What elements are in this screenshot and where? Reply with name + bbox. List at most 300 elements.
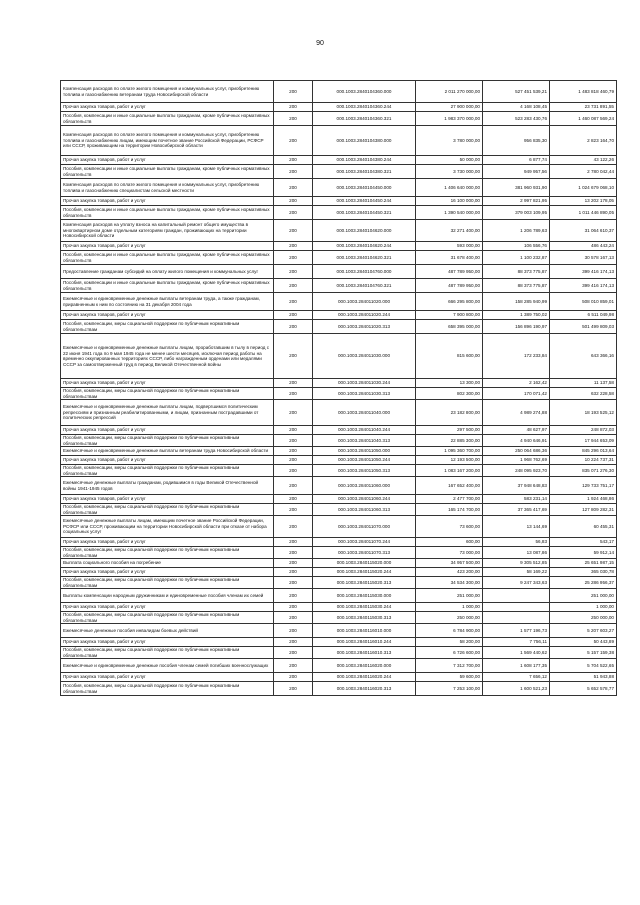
row-remaining-cell: 643 366,16 xyxy=(550,334,617,379)
row-approved-cell: 666 295 800,00 xyxy=(416,293,483,311)
row-executed-cell: 956 835,30 xyxy=(483,126,550,156)
row-executed-cell xyxy=(483,603,550,612)
row-kbk-cell: 000.1003.284011040.000 xyxy=(313,400,416,426)
row-executed-cell: 7 756,11 xyxy=(483,638,550,647)
table-row xyxy=(61,568,617,577)
row-kbk-cell: 000.1003.2840115020.000 xyxy=(313,559,416,568)
row-name-cell: Ежемесячные денежные выплаты лицам, имеющим почетное звание Российской Федерации, РСФСР или СССР, проживающим на территории Новосибирской области при отказе от набора социальных услуг xyxy=(61,516,274,538)
row-kbk-cell: 000.1003.284011020.244 xyxy=(313,311,416,320)
row-approved-cell: 6 784 900,00 xyxy=(416,624,483,638)
row-code-cell: 200 xyxy=(274,311,313,320)
row-code-cell: 200 xyxy=(274,81,313,103)
row-kbk-cell: 000.1003.2840104380.244 xyxy=(313,156,416,165)
row-name-cell: Прочая закупка товаров, работ и услуг xyxy=(61,568,274,577)
row-approved-cell: 50 000,00 xyxy=(416,156,483,165)
table-row xyxy=(61,465,617,477)
table-row xyxy=(61,547,617,559)
row-remaining-cell: 5 652 578,77 xyxy=(550,682,617,696)
row-name-cell: Ежемесячные и единовременные денежные выплаты лицам, подвергшимся политическим репрессиям и признанным реабилитированными, и лицам, признанным пострадавшими от политических репрессий xyxy=(61,400,274,426)
row-code-cell: 200 xyxy=(274,334,313,379)
table-row xyxy=(61,379,617,388)
row-name-cell: Компенсация расходов по оплате жилого помещения и коммунальных услуг, приобретению топлива и газоснабжению ветеранам труда Новосибирской области xyxy=(61,81,274,103)
row-executed-cell: 9 305 512,85 xyxy=(483,559,550,568)
row-kbk-cell: 000.1003.284011050.244 xyxy=(313,456,416,465)
row-kbk-cell: 000.1003.2840104450.244 xyxy=(313,197,416,206)
row-kbk-cell: 000.1003.284011030.000 xyxy=(313,334,416,379)
row-remaining-cell: 1 924 468,86 xyxy=(550,495,617,504)
row-remaining-cell: 365 030,78 xyxy=(550,568,617,577)
row-remaining-cell: 2 823 164,70 xyxy=(550,126,617,156)
row-approved-cell: 423 200,00 xyxy=(416,568,483,577)
row-name-cell: Пособия, компенсации и иные социальные выплаты гражданам, кроме публичных нормативных обязательств xyxy=(61,251,274,265)
row-code-cell: 200 xyxy=(274,589,313,603)
table-row xyxy=(61,197,617,206)
row-remaining-cell: 250 000,00 xyxy=(550,612,617,624)
budget-execution-table xyxy=(60,80,617,696)
row-kbk-cell: 000.1003.284011020.000 xyxy=(313,293,416,311)
row-executed-cell: 1 577 196,73 xyxy=(483,624,550,638)
row-approved-cell: 487 789 950,00 xyxy=(416,265,483,279)
row-executed-cell: 9 247 343,63 xyxy=(483,577,550,589)
row-code-cell: 200 xyxy=(274,504,313,516)
row-name-cell: Пособия, компенсации и иные социальные выплаты гражданам, кроме публичных нормативных обязательств xyxy=(61,206,274,220)
row-approved-cell: 1 083 167 200,00 xyxy=(416,465,483,477)
row-remaining-cell: 1 460 087 569,24 xyxy=(550,112,617,126)
table-row xyxy=(61,435,617,447)
row-code-cell: 200 xyxy=(274,568,313,577)
row-remaining-cell: 1 483 818 460,79 xyxy=(550,81,617,103)
row-code-cell: 200 xyxy=(274,577,313,589)
row-name-cell: Прочая закупка товаров, работ и услуг xyxy=(61,242,274,251)
table-row xyxy=(61,320,617,334)
row-remaining-cell: 50 443,89 xyxy=(550,638,617,647)
row-name-cell: Компенсация расходов по оплате жилого помещения и коммунальных услуг, приобретению топлива и газоснабжению лицам, имеющим почетное звание Российской Федерации, РСФСР или СССР, проживающим на территории Новосибирской области xyxy=(61,126,274,156)
row-code-cell: 200 xyxy=(274,456,313,465)
row-code-cell: 200 xyxy=(274,112,313,126)
row-kbk-cell: 000.1003.2840115030.000 xyxy=(313,589,416,603)
table-row xyxy=(61,647,617,659)
row-remaining-cell: 129 733 751,17 xyxy=(550,477,617,495)
row-approved-cell: 6 726 600,00 xyxy=(416,647,483,659)
row-name-cell: Прочая закупка товаров, работ и услуг xyxy=(61,495,274,504)
table-row xyxy=(61,612,617,624)
row-kbk-cell: 000.1003.2840115020.313 xyxy=(313,577,416,589)
row-kbk-cell: 000.1003.284011060.000 xyxy=(313,477,416,495)
row-code-cell: 200 xyxy=(274,547,313,559)
row-name-cell: Пособия, компенсации и иные социальные выплаты гражданам, кроме публичных нормативных обязательств xyxy=(61,279,274,293)
row-remaining-cell: 1 000,00 xyxy=(550,603,617,612)
table-row xyxy=(61,682,617,696)
row-kbk-cell: 000.1003.2840116020.244 xyxy=(313,673,416,682)
table-row xyxy=(61,81,617,103)
row-code-cell: 200 xyxy=(274,197,313,206)
row-kbk-cell: 000.1003.2840116010.244 xyxy=(313,638,416,647)
table-row xyxy=(61,516,617,538)
table-body xyxy=(61,81,617,696)
row-executed-cell: 4 168 108,45 xyxy=(483,103,550,112)
row-name-cell: Выплата социального пособия на погребение xyxy=(61,559,274,568)
table-row xyxy=(61,673,617,682)
row-name-cell: Пособия, компенсации и иные социальные выплаты гражданам, кроме публичных нормативных обязательств xyxy=(61,112,274,126)
row-name-cell: Компенсация расходов на уплату взноса на капитальный ремонт общего имущества в многоквартирном доме отдельным категориям граждан, проживающих на территории Новосибирской области xyxy=(61,220,274,242)
row-executed-cell: 13 087,86 xyxy=(483,547,550,559)
row-name-cell: Компенсация расходов по оплате жилого помещения и коммунальных услуг, приобретению топлива и газоснабжению специалистам сельской местности xyxy=(61,179,274,197)
row-approved-cell: 815 600,00 xyxy=(416,334,483,379)
row-kbk-cell: 000.1003.284011050.313 xyxy=(313,465,416,477)
row-code-cell: 200 xyxy=(274,673,313,682)
row-remaining-cell: 5 207 603,27 xyxy=(550,624,617,638)
table-row xyxy=(61,495,617,504)
row-kbk-cell: 000.1003.2840116010.313 xyxy=(313,647,416,659)
row-code-cell: 200 xyxy=(274,426,313,435)
row-remaining-cell: 543,17 xyxy=(550,538,617,547)
row-executed-cell: 88 373 775,87 xyxy=(483,279,550,293)
row-kbk-cell: 000.1003.284011070.313 xyxy=(313,547,416,559)
row-approved-cell: 7 312 700,00 xyxy=(416,659,483,673)
row-remaining-cell: 251 000,00 xyxy=(550,589,617,603)
row-remaining-cell: 1 024 679 068,10 xyxy=(550,179,617,197)
row-code-cell: 200 xyxy=(274,612,313,624)
row-code-cell: 200 xyxy=(274,206,313,220)
row-remaining-cell: 127 809 282,31 xyxy=(550,504,617,516)
row-executed-cell: 170 071,42 xyxy=(483,388,550,400)
row-approved-cell: 658 395 000,00 xyxy=(416,320,483,334)
row-executed-cell: 2 162,42 xyxy=(483,379,550,388)
row-remaining-cell: 399 416 174,13 xyxy=(550,279,617,293)
row-code-cell: 200 xyxy=(274,126,313,156)
row-code-cell: 200 xyxy=(274,603,313,612)
row-kbk-cell: 000.1003.2840104620.000 xyxy=(313,220,416,242)
row-kbk-cell: 000.1003.2840115030.313 xyxy=(313,612,416,624)
row-kbk-cell: 000.1003.2840104760.321 xyxy=(313,279,416,293)
row-executed-cell: 37 948 648,83 xyxy=(483,477,550,495)
row-approved-cell: 22 885 300,00 xyxy=(416,435,483,447)
row-executed-cell: 6 877,74 xyxy=(483,156,550,165)
row-kbk-cell: 000.1003.2840115020.244 xyxy=(313,568,416,577)
row-code-cell: 200 xyxy=(274,659,313,673)
table-row xyxy=(61,293,617,311)
row-approved-cell: 165 174 700,00 xyxy=(416,504,483,516)
row-code-cell: 200 xyxy=(274,447,313,456)
row-code-cell: 200 xyxy=(274,516,313,538)
row-executed-cell: 523 283 430,76 xyxy=(483,112,550,126)
table-row xyxy=(61,538,617,547)
table-row xyxy=(61,456,617,465)
row-kbk-cell: 000.1003.2840104450.321 xyxy=(313,206,416,220)
row-approved-cell: 27 900 000,00 xyxy=(416,103,483,112)
row-remaining-cell: 2 780 042,44 xyxy=(550,165,617,179)
row-executed-cell: 4 940 646,91 xyxy=(483,435,550,447)
row-kbk-cell: 000.1003.2840104620.244 xyxy=(313,242,416,251)
row-executed-cell: 7 656,12 xyxy=(483,673,550,682)
row-remaining-cell: 13 202 178,05 xyxy=(550,197,617,206)
row-code-cell: 200 xyxy=(274,293,313,311)
row-remaining-cell: 508 010 859,01 xyxy=(550,293,617,311)
row-code-cell: 200 xyxy=(274,179,313,197)
table-row xyxy=(61,477,617,495)
table-row xyxy=(61,220,617,242)
row-kbk-cell: 000.1003.2840116020.000 xyxy=(313,659,416,673)
row-remaining-cell: 632 228,58 xyxy=(550,388,617,400)
row-remaining-cell: 5 704 522,65 xyxy=(550,659,617,673)
row-executed-cell: 1 389 750,02 xyxy=(483,311,550,320)
row-name-cell: Пособия, компенсации, меры социальной поддержки по публичным нормативным обязательствам xyxy=(61,504,274,516)
row-executed-cell: 106 556,76 xyxy=(483,242,550,251)
row-remaining-cell: 30 578 167,13 xyxy=(550,251,617,265)
row-executed-cell: 381 960 931,90 xyxy=(483,179,550,197)
table-row xyxy=(61,577,617,589)
row-executed-cell: 250 064 686,36 xyxy=(483,447,550,456)
table-row xyxy=(61,112,617,126)
row-code-cell: 200 xyxy=(274,103,313,112)
row-name-cell: Прочая закупка товаров, работ и услуг xyxy=(61,103,274,112)
row-approved-cell: 16 100 000,00 xyxy=(416,197,483,206)
row-approved-cell: 3 730 000,00 xyxy=(416,165,483,179)
row-approved-cell: 13 300,00 xyxy=(416,379,483,388)
row-approved-cell: 7 900 800,00 xyxy=(416,311,483,320)
row-name-cell: Ежемесячные и единовременные денежные выплаты лицам, проработавшим в тылу в период с 22 июня 1941 года по 9 мая 1945 года не менее шести месяцев, исключая период работы на временно оккупированных территориях СССР, либо награжденным орденами или медалями СССР за самоотверженный труд в период Великой Отечественной войны xyxy=(61,334,274,379)
table-row xyxy=(61,251,617,265)
table-row xyxy=(61,624,617,638)
table-row xyxy=(61,126,617,156)
row-executed-cell: 2 997 821,95 xyxy=(483,197,550,206)
table-row xyxy=(61,165,617,179)
row-approved-cell: 59 600,00 xyxy=(416,673,483,682)
row-kbk-cell: 000.1003.284011030.313 xyxy=(313,388,416,400)
row-approved-cell: 593 000,00 xyxy=(416,242,483,251)
row-kbk-cell: 000.1003.2840104450.000 xyxy=(313,179,416,197)
row-code-cell: 200 xyxy=(274,477,313,495)
row-approved-cell: 1 406 640 000,00 xyxy=(416,179,483,197)
row-remaining-cell: 248 872,03 xyxy=(550,426,617,435)
row-approved-cell: 1 095 360 700,00 xyxy=(416,447,483,456)
row-name-cell: Прочая закупка товаров, работ и услуг xyxy=(61,156,274,165)
table-row xyxy=(61,559,617,568)
row-kbk-cell: 000.1003.284011050.000 xyxy=(313,447,416,456)
row-kbk-cell: 000.1003.2840116020.313 xyxy=(313,682,416,696)
row-approved-cell: 58 200,00 xyxy=(416,638,483,647)
row-approved-cell: 34 957 500,00 xyxy=(416,559,483,568)
row-code-cell: 200 xyxy=(274,388,313,400)
row-code-cell: 200 xyxy=(274,279,313,293)
row-kbk-cell: 000.1003.2840104360.321 xyxy=(313,112,416,126)
row-executed-cell: 1 100 232,87 xyxy=(483,251,550,265)
row-executed-cell xyxy=(483,612,550,624)
row-name-cell: Ежемесячные и единовременные денежные выплаты ветеранам труда Новосибирской области xyxy=(61,447,274,456)
row-approved-cell: 12 193 500,00 xyxy=(416,456,483,465)
row-remaining-cell: 501 499 809,03 xyxy=(550,320,617,334)
row-executed-cell: 88 373 775,87 xyxy=(483,265,550,279)
row-remaining-cell: 25 651 987,15 xyxy=(550,559,617,568)
row-executed-cell: 949 957,56 xyxy=(483,165,550,179)
row-kbk-cell: 000.1003.2840104380.321 xyxy=(313,165,416,179)
row-remaining-cell: 1 011 446 890,05 xyxy=(550,206,617,220)
row-executed-cell: 172 233,84 xyxy=(483,334,550,379)
row-approved-cell: 297 500,00 xyxy=(416,426,483,435)
row-name-cell: Ежемесячные и единовременные денежные выплаты ветеранам труда, а также гражданам, приравненным к ним по состоянию на 31 декабря 2004 года xyxy=(61,293,274,311)
row-approved-cell: 34 534 300,00 xyxy=(416,577,483,589)
row-executed-cell: 1 608 177,35 xyxy=(483,659,550,673)
row-name-cell: Прочая закупка товаров, работ и услуг xyxy=(61,379,274,388)
row-executed-cell: 1 600 521,23 xyxy=(483,682,550,696)
row-executed-cell: 158 285 940,99 xyxy=(483,293,550,311)
row-name-cell: Пособия, компенсации, меры социальной поддержки по публичным нормативным обязательствам xyxy=(61,388,274,400)
row-remaining-cell: 6 511 049,98 xyxy=(550,311,617,320)
row-executed-cell: 379 003 109,95 xyxy=(483,206,550,220)
table-row xyxy=(61,242,617,251)
table-row xyxy=(61,504,617,516)
row-remaining-cell: 399 416 174,13 xyxy=(550,265,617,279)
row-code-cell: 200 xyxy=(274,220,313,242)
row-code-cell: 200 xyxy=(274,624,313,638)
row-code-cell: 200 xyxy=(274,320,313,334)
row-code-cell: 200 xyxy=(274,379,313,388)
row-code-cell: 200 xyxy=(274,156,313,165)
row-kbk-cell: 000.1003.2840116010.000 xyxy=(313,624,416,638)
row-kbk-cell: 000.1003.284011060.313 xyxy=(313,504,416,516)
row-remaining-cell: 486 443,24 xyxy=(550,242,617,251)
row-kbk-cell: 000.1003.2840104760.000 xyxy=(313,265,416,279)
row-name-cell: Прочая закупка товаров, работ и услуг xyxy=(61,456,274,465)
row-kbk-cell: 000.1003.284011060.244 xyxy=(313,495,416,504)
row-code-cell: 200 xyxy=(274,242,313,251)
row-executed-cell: 56,83 xyxy=(483,538,550,547)
table-row xyxy=(61,156,617,165)
row-executed-cell: 37 365 417,69 xyxy=(483,504,550,516)
row-remaining-cell: 10 224 737,31 xyxy=(550,456,617,465)
row-kbk-cell: 000.1003.284011030.244 xyxy=(313,379,416,388)
row-kbk-cell: 000.1003.284011040.244 xyxy=(313,426,416,435)
row-name-cell: Пособия, компенсации, меры социальной поддержки по публичным нормативным обязательствам xyxy=(61,320,274,334)
row-code-cell: 200 xyxy=(274,647,313,659)
row-code-cell: 200 xyxy=(274,465,313,477)
row-name-cell: Прочая закупка товаров, работ и услуг xyxy=(61,538,274,547)
row-remaining-cell: 43 122,26 xyxy=(550,156,617,165)
row-approved-cell: 600,00 xyxy=(416,538,483,547)
row-code-cell: 200 xyxy=(274,559,313,568)
row-kbk-cell: 000.1003.284011040.313 xyxy=(313,435,416,447)
row-name-cell: Ежемесячные и единовременные денежные пособия членам семей погибших военнослужащих xyxy=(61,659,274,673)
row-kbk-cell: 000.1003.284011020.313 xyxy=(313,320,416,334)
table-row xyxy=(61,638,617,647)
row-approved-cell: 1 983 370 000,00 xyxy=(416,112,483,126)
row-approved-cell: 1 000,00 xyxy=(416,603,483,612)
row-approved-cell: 73 600,00 xyxy=(416,516,483,538)
row-approved-cell: 167 652 400,00 xyxy=(416,477,483,495)
table-row xyxy=(61,311,617,320)
row-code-cell: 200 xyxy=(274,638,313,647)
row-kbk-cell: 000.1003.284011070.244 xyxy=(313,538,416,547)
row-approved-cell: 7 253 100,00 xyxy=(416,682,483,696)
row-code-cell: 200 xyxy=(274,400,313,426)
row-kbk-cell: 000.1003.2840104360.244 xyxy=(313,103,416,112)
row-name-cell: Пособия, компенсации, меры социальной поддержки по публичным нормативным обязательствам xyxy=(61,647,274,659)
row-executed-cell: 13 144,69 xyxy=(483,516,550,538)
row-name-cell: Прочая закупка товаров, работ и услуг xyxy=(61,603,274,612)
row-remaining-cell: 17 944 653,09 xyxy=(550,435,617,447)
row-approved-cell: 251 000,00 xyxy=(416,589,483,603)
table-row xyxy=(61,265,617,279)
row-remaining-cell: 31 064 610,37 xyxy=(550,220,617,242)
row-approved-cell: 3 780 000,00 xyxy=(416,126,483,156)
row-code-cell: 200 xyxy=(274,682,313,696)
row-name-cell: Пособия, компенсации, меры социальной поддержки по публичным нормативным обязательствам xyxy=(61,435,274,447)
row-kbk-cell: 000.1003.2840104380.000 xyxy=(313,126,416,156)
row-name-cell: Пособия, компенсации и иные социальные выплаты гражданам, кроме публичных нормативных обязательств xyxy=(61,165,274,179)
row-remaining-cell: 11 137,58 xyxy=(550,379,617,388)
row-name-cell: Прочая закупка товаров, работ и услуг xyxy=(61,426,274,435)
row-executed-cell xyxy=(483,589,550,603)
row-name-cell: Предоставление гражданам субсидий на оплату жилого помещения и коммунальных услуг xyxy=(61,265,274,279)
row-name-cell: Выплаты компенсации народным дружинникам и единовременные пособия членам их семей xyxy=(61,589,274,603)
table-row xyxy=(61,179,617,197)
row-name-cell: Ежемесячные денежные пособия инвалидам боевых действий xyxy=(61,624,274,638)
row-executed-cell: 1 968 762,69 xyxy=(483,456,550,465)
row-code-cell: 200 xyxy=(274,165,313,179)
row-code-cell: 200 xyxy=(274,538,313,547)
row-code-cell: 200 xyxy=(274,265,313,279)
row-approved-cell: 31 678 400,00 xyxy=(416,251,483,265)
row-remaining-cell: 51 943,88 xyxy=(550,673,617,682)
table-row xyxy=(61,388,617,400)
row-name-cell: Пособия, компенсации, меры социальной поддержки по публичным нормативным обязательствам xyxy=(61,612,274,624)
row-name-cell: Прочая закупка товаров, работ и услуг xyxy=(61,673,274,682)
row-remaining-cell: 5 157 159,38 xyxy=(550,647,617,659)
table-row xyxy=(61,659,617,673)
page-number: 90 xyxy=(316,40,324,47)
row-remaining-cell: 845 296 013,64 xyxy=(550,447,617,456)
row-kbk-cell: 000.1003.2840115030.244 xyxy=(313,603,416,612)
row-code-cell: 200 xyxy=(274,495,313,504)
table-row xyxy=(61,426,617,435)
table-row xyxy=(61,103,617,112)
row-remaining-cell: 18 193 525,12 xyxy=(550,400,617,426)
row-code-cell: 200 xyxy=(274,251,313,265)
table-row xyxy=(61,400,617,426)
row-remaining-cell: 835 071 276,30 xyxy=(550,465,617,477)
table-row xyxy=(61,447,617,456)
table-row xyxy=(61,206,617,220)
row-name-cell: Пособия, компенсации, меры социальной поддержки по публичным нормативным обязательствам xyxy=(61,465,274,477)
row-executed-cell: 4 989 274,88 xyxy=(483,400,550,426)
table-row xyxy=(61,589,617,603)
table-row xyxy=(61,334,617,379)
row-name-cell: Пособия, компенсации, меры социальной поддержки по публичным нормативным обязательствам xyxy=(61,682,274,696)
row-kbk-cell: 000.1003.2840104620.321 xyxy=(313,251,416,265)
row-name-cell: Прочая закупка товаров, работ и услуг xyxy=(61,638,274,647)
row-remaining-cell: 23 731 891,55 xyxy=(550,103,617,112)
row-name-cell: Ежемесячные денежные выплаты гражданам, родившимся в годы Великой Отечественной войны 1941-1945 годов xyxy=(61,477,274,495)
row-kbk-cell: 000.1003.2840104360.000 xyxy=(313,81,416,103)
row-approved-cell: 32 271 400,00 xyxy=(416,220,483,242)
row-approved-cell: 487 789 950,00 xyxy=(416,279,483,293)
row-code-cell: 200 xyxy=(274,435,313,447)
row-approved-cell: 23 182 800,00 xyxy=(416,400,483,426)
table-row xyxy=(61,279,617,293)
row-executed-cell: 156 896 190,97 xyxy=(483,320,550,334)
row-executed-cell: 583 231,14 xyxy=(483,495,550,504)
row-name-cell: Пособия, компенсации, меры социальной поддержки по публичным нормативным обязательствам xyxy=(61,577,274,589)
row-name-cell: Прочая закупка товаров, работ и услуг xyxy=(61,311,274,320)
row-executed-cell: 1 569 440,62 xyxy=(483,647,550,659)
row-remaining-cell: 59 912,14 xyxy=(550,547,617,559)
row-approved-cell: 250 000,00 xyxy=(416,612,483,624)
row-name-cell: Пособия, компенсации, меры социальной поддержки по публичным нормативным обязательствам xyxy=(61,547,274,559)
row-approved-cell: 1 390 540 000,00 xyxy=(416,206,483,220)
row-name-cell: Прочая закупка товаров, работ и услуг xyxy=(61,197,274,206)
row-remaining-cell: 60 455,31 xyxy=(550,516,617,538)
row-executed-cell: 48 627,97 xyxy=(483,426,550,435)
